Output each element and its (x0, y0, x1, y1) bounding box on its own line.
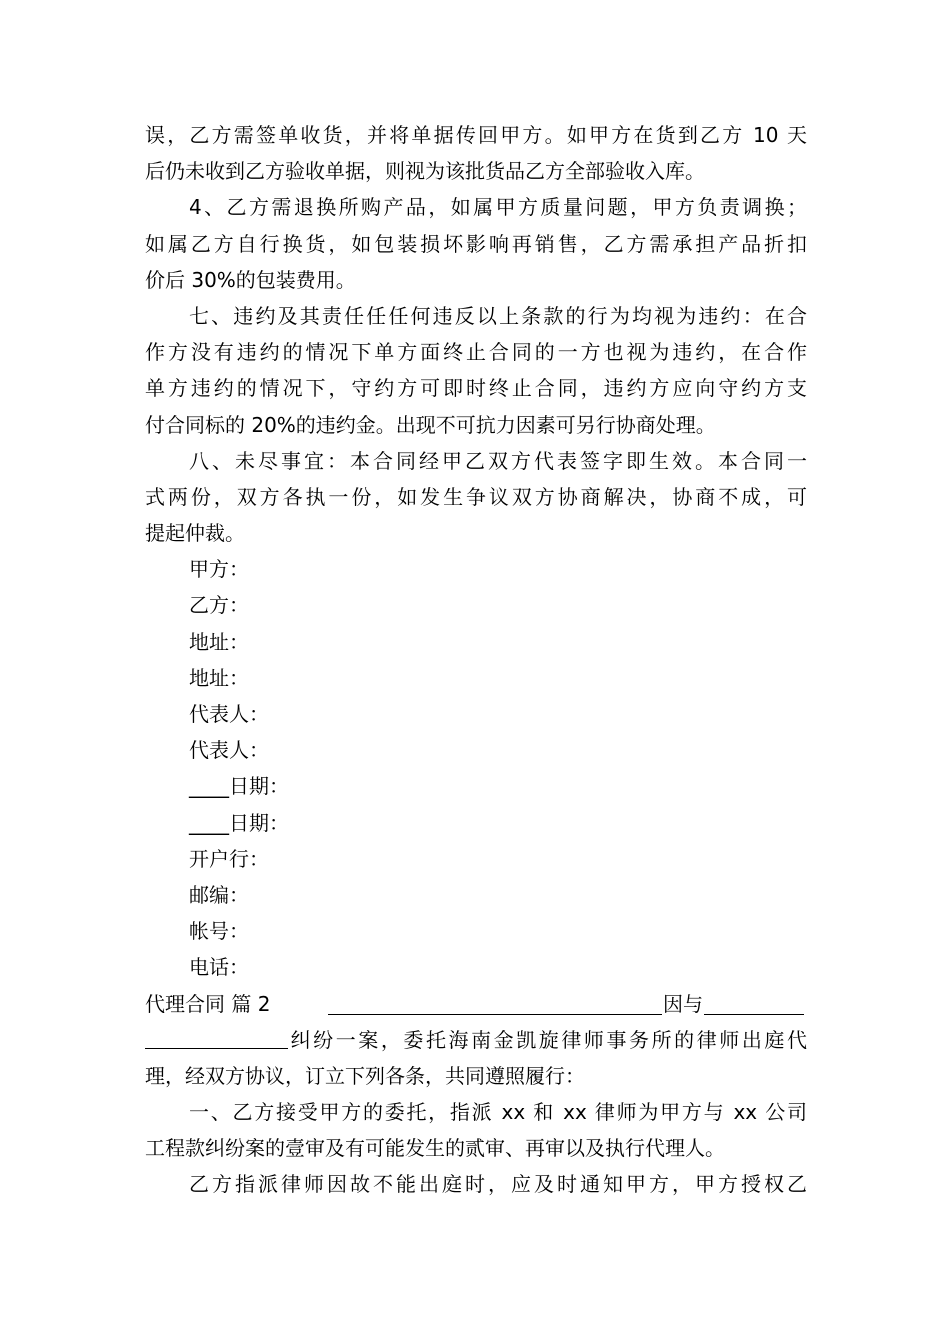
paragraph-line: 单方违约的情况下，守约方可即时终止合同，违约方应向守约方支 (145, 376, 807, 401)
paragraph-line: 八、未尽事宜：本合同经甲乙双方代表签字即生效。本合同一 (189, 448, 807, 473)
paragraph-line: 后仍未收到乙方验收单据，则视为该批货品乙方全部验收入库。 (145, 159, 705, 184)
signature-field-address: 地址： (189, 629, 249, 654)
contract2-case-text: 纠纷一案，委托海南金凯旋律师事务所的律师出庭代 (288, 1027, 807, 1052)
signature-field-party-a: 甲方： (189, 557, 249, 582)
paragraph-line: 提起仲裁。 (145, 521, 245, 546)
fill-in-blank (145, 1026, 288, 1049)
signature-field-representative: 代表人： (189, 738, 269, 763)
signature-field-representative: 代表人： (189, 702, 269, 726)
signature-field-phone: 电话： (189, 955, 249, 980)
contract2-title: 代理合同 篇 2 (145, 991, 271, 1016)
fill-in-blank (704, 992, 804, 1015)
paragraph-line: 如属乙方自行换货，如包装损坏影响再销售，乙方需承担产品折扣 (145, 231, 807, 256)
paragraph-line: 误，乙方需签单收货，并将单据传回甲方。如甲方在货到乙方 10 天 (145, 123, 807, 147)
paragraph-line: 乙方指派律师因故不能出庭时，应及时通知甲方，甲方授权乙 (189, 1172, 807, 1197)
signature-field-bank: 开户行： (189, 846, 269, 871)
contract2-heading-row (145, 986, 807, 1022)
paragraph-line: 一、乙方接受甲方的委托，指派 xx 和 xx 律师为甲方与 xx 公司 (189, 1100, 807, 1125)
paragraph-line: 七、违约及其责任任任何违反以上条款的行为均视为违约：在合 (189, 303, 807, 328)
paragraph-line: 价后 30%的包装费用。 (145, 267, 356, 292)
paragraph-line: 工程款纠纷案的壹审及有可能发生的贰审、再审以及执行代理人。 (145, 1136, 725, 1161)
document-body (145, 117, 807, 1203)
contract2-yinyu: 因与 (663, 991, 703, 1016)
signature-field-postcode: 邮编： (189, 882, 249, 907)
paragraph-line: 4、乙方需退换所购产品，如属甲方质量问题，甲方负责调换； (189, 195, 807, 220)
signature-field-date: ____日期： (189, 774, 289, 799)
fill-in-blank (328, 992, 662, 1015)
signature-field-account: 帐号： (189, 919, 249, 944)
paragraph-line: 作方没有违约的情况下单方面终止合同的一方也视为违约，在合作 (145, 340, 807, 365)
paragraph-line: 付合同标的 20%的违约金。出现不可抗力因素可另行协商处理。 (145, 412, 716, 437)
paragraph-line: 式两份，双方各执一份，如发生争议双方协商解决，协商不成，可 (145, 484, 807, 509)
signature-field-address: 地址： (189, 665, 249, 690)
paragraph-line: 理，经双方协议，订立下列各条，共同遵照履行： (145, 1063, 585, 1088)
contract2-case-line (145, 1022, 807, 1058)
signature-field-party-b: 乙方： (189, 593, 249, 618)
signature-field-date: ____日期： (189, 810, 289, 835)
